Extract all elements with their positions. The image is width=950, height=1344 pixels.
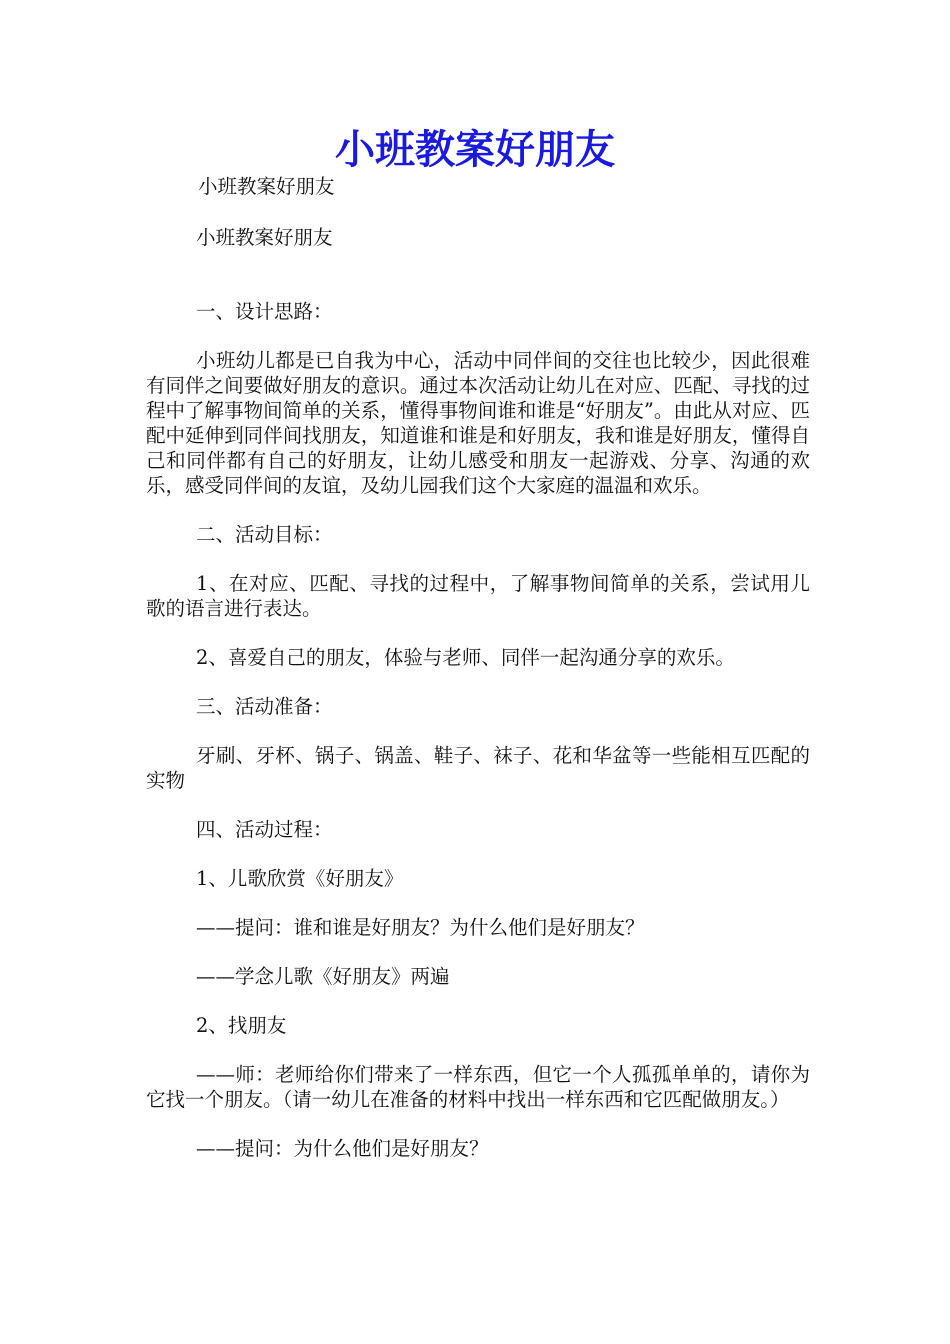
paragraph-goal-1: 1、在对应、匹配、寻找的过程中，了解事物间简单的关系，尝试用儿歌的语言进行表达。 xyxy=(146,572,810,620)
paragraph-question-2: ——提问：为什么他们是好朋友？ xyxy=(196,1137,489,1160)
paragraph-step-2: 2、找朋友 xyxy=(196,1014,287,1037)
paragraph-preparation-body: 牙刷、牙杯、锅子、锅盖、鞋子、袜子、花和华盆等一些能相互匹配的实物 xyxy=(146,744,810,792)
section-heading-preparation: 三、活动准备： xyxy=(196,695,333,718)
section-heading-process: 四、活动过程： xyxy=(196,818,333,841)
document-title: 小班教案好朋友 xyxy=(335,127,615,173)
paragraph-goal-2: 2、喜爱自己的朋友，体验与老师、同伴一起沟通分享的欢乐。 xyxy=(196,646,735,669)
paragraph-subtitle-2: 小班教案好朋友 xyxy=(196,226,333,249)
section-heading-design: 一、设计思路： xyxy=(196,300,333,323)
paragraph-recite: ——学念儿歌《好朋友》两遍 xyxy=(196,965,450,988)
paragraph-question-1: ——提问：谁和谁是好朋友？为什么他们是好朋友？ xyxy=(196,916,645,939)
paragraph-subtitle-1: 小班教案好朋友 xyxy=(198,175,335,198)
paragraph-step-1: 1、儿歌欣赏《好朋友》 xyxy=(196,867,404,890)
paragraph-design-body: 小班幼儿都是已自我为中心，活动中同伴间的交往也比较少，因此很难有同伴之间要做好朋友的意识。通过本次活动让幼儿在对应、匹配、寻找的过程中了解事物间简单的关系，懂得事物间谁和谁是“好朋友”。由此从对应、匹配中延伸到同伴间找朋友，知道谁和谁是和好朋友，我和谁是好朋友，懂得自己和同伴都有自己的好朋友，让幼儿感受和朋友一起游戏、分享、沟通的欢乐，感受同伴间的友谊，及幼儿园我们这个大家庭的温温和欢乐。 xyxy=(146,349,810,497)
paragraph-teacher-instruction: ——师：老师给你们带来了一样东西，但它一个人孤孤单单的，请你为它找一个朋友。（请一幼儿在准备的材料中找出一样东西和它匹配做朋友。） xyxy=(146,1063,810,1111)
section-heading-goals: 二、活动目标： xyxy=(196,523,333,546)
document-body xyxy=(146,174,810,1185)
